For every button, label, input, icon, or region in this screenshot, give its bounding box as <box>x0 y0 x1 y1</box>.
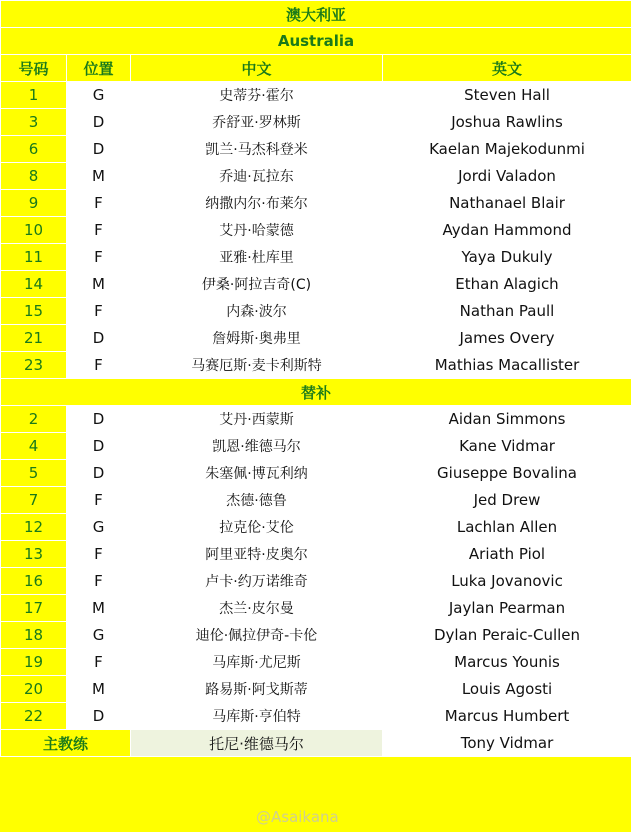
player-name-en: Giuseppe Bovalina <box>383 460 631 487</box>
subs-label: 替补 <box>1 379 631 406</box>
player-position: F <box>67 190 131 217</box>
player-row <box>1 568 631 595</box>
player-name-cn: 艾丹·西蒙斯 <box>131 406 383 433</box>
player-position: F <box>67 298 131 325</box>
player-row <box>1 514 631 541</box>
player-name-en: Aydan Hammond <box>383 217 631 244</box>
player-number: 2 <box>1 406 67 433</box>
player-number: 16 <box>1 568 67 595</box>
player-row <box>1 595 631 622</box>
header-position: 位置 <box>67 55 131 82</box>
player-name-cn: 伊桑·阿拉吉奇(C) <box>131 271 383 298</box>
player-row <box>1 406 631 433</box>
player-number: 1 <box>1 82 67 109</box>
player-position: D <box>67 406 131 433</box>
player-position: F <box>67 244 131 271</box>
player-number: 4 <box>1 433 67 460</box>
player-number: 5 <box>1 460 67 487</box>
header-english: 英文 <box>383 55 631 82</box>
player-number: 6 <box>1 136 67 163</box>
player-position: M <box>67 595 131 622</box>
player-position: D <box>67 136 131 163</box>
player-position: M <box>67 163 131 190</box>
player-name-cn: 朱塞佩·博瓦利纳 <box>131 460 383 487</box>
header-chinese: 中文 <box>131 55 383 82</box>
player-name-cn: 詹姆斯·奥弗里 <box>131 325 383 352</box>
player-name-cn: 凯兰·马杰科登米 <box>131 136 383 163</box>
player-name-en: Ariath Piol <box>383 541 631 568</box>
player-row <box>1 622 631 649</box>
player-row <box>1 163 631 190</box>
player-name-cn: 杰兰·皮尔曼 <box>131 595 383 622</box>
player-name-en: Nathanael Blair <box>383 190 631 217</box>
player-name-cn: 卢卡·约万诺维奇 <box>131 568 383 595</box>
player-number: 15 <box>1 298 67 325</box>
player-name-cn: 内森·波尔 <box>131 298 383 325</box>
coach-row <box>1 730 631 757</box>
player-name-en: Jaylan Pearman <box>383 595 631 622</box>
player-name-en: Lachlan Allen <box>383 514 631 541</box>
player-name-en: Joshua Rawlins <box>383 109 631 136</box>
player-number: 8 <box>1 163 67 190</box>
player-row <box>1 298 631 325</box>
player-name-en: Dylan Peraic-Cullen <box>383 622 631 649</box>
player-row <box>1 703 631 730</box>
player-name-en: James Overy <box>383 325 631 352</box>
player-number: 7 <box>1 487 67 514</box>
player-name-en: Louis Agosti <box>383 676 631 703</box>
player-row <box>1 460 631 487</box>
title-row-cn <box>1 1 631 28</box>
player-name-cn: 路易斯·阿戈斯蒂 <box>131 676 383 703</box>
player-position: M <box>67 271 131 298</box>
player-position: D <box>67 460 131 487</box>
player-position: F <box>67 352 131 379</box>
player-number: 23 <box>1 352 67 379</box>
player-name-en: Marcus Younis <box>383 649 631 676</box>
coach-label: 主教练 <box>1 730 131 757</box>
player-position: D <box>67 433 131 460</box>
player-name-cn: 迪伦·佩拉伊奇-卡伦 <box>131 622 383 649</box>
player-name-en: Aidan Simmons <box>383 406 631 433</box>
player-number: 20 <box>1 676 67 703</box>
player-name-cn: 纳撒内尔·布莱尔 <box>131 190 383 217</box>
player-name-cn: 乔舒亚·罗林斯 <box>131 109 383 136</box>
player-row <box>1 676 631 703</box>
player-position: F <box>67 568 131 595</box>
player-number: 19 <box>1 649 67 676</box>
player-name-cn: 拉克伦·艾伦 <box>131 514 383 541</box>
team-title-cn: 澳大利亚 <box>1 1 631 28</box>
subs-header-row <box>1 379 631 406</box>
player-row <box>1 352 631 379</box>
player-name-cn: 马赛厄斯·麦卡利斯特 <box>131 352 383 379</box>
player-row <box>1 649 631 676</box>
player-name-en: Kaelan Majekodunmi <box>383 136 631 163</box>
player-row <box>1 109 631 136</box>
player-name-cn: 马库斯·尤尼斯 <box>131 649 383 676</box>
player-name-en: Jed Drew <box>383 487 631 514</box>
player-position: M <box>67 676 131 703</box>
player-number: 3 <box>1 109 67 136</box>
player-name-cn: 马库斯·亨伯特 <box>131 703 383 730</box>
player-row <box>1 325 631 352</box>
player-name-cn: 亚雅·杜库里 <box>131 244 383 271</box>
player-row <box>1 190 631 217</box>
player-row <box>1 271 631 298</box>
player-name-en: Mathias Macallister <box>383 352 631 379</box>
watermark: @Asaikana <box>256 808 339 826</box>
player-position: F <box>67 541 131 568</box>
player-name-en: Marcus Humbert <box>383 703 631 730</box>
player-name-en: Ethan Alagich <box>383 271 631 298</box>
player-name-cn: 乔迪·瓦拉东 <box>131 163 383 190</box>
player-number: 22 <box>1 703 67 730</box>
player-name-en: Kane Vidmar <box>383 433 631 460</box>
player-number: 18 <box>1 622 67 649</box>
player-row <box>1 136 631 163</box>
player-position: G <box>67 82 131 109</box>
player-name-cn: 凯恩·维德马尔 <box>131 433 383 460</box>
player-position: F <box>67 649 131 676</box>
player-number: 10 <box>1 217 67 244</box>
coach-name-en: Tony Vidmar <box>383 730 631 757</box>
player-position: D <box>67 703 131 730</box>
player-number: 11 <box>1 244 67 271</box>
header-number: 号码 <box>1 55 67 82</box>
player-name-en: Luka Jovanovic <box>383 568 631 595</box>
player-number: 12 <box>1 514 67 541</box>
player-row <box>1 244 631 271</box>
player-row <box>1 217 631 244</box>
title-row-en <box>1 28 631 55</box>
header-row <box>1 55 631 82</box>
player-row <box>1 82 631 109</box>
player-position: D <box>67 325 131 352</box>
player-position: D <box>67 109 131 136</box>
player-name-cn: 艾丹·哈蒙德 <box>131 217 383 244</box>
player-name-en: Jordi Valadon <box>383 163 631 190</box>
team-title-en: Australia <box>1 28 631 55</box>
player-name-cn: 阿里亚特·皮奥尔 <box>131 541 383 568</box>
player-name-en: Steven Hall <box>383 82 631 109</box>
player-row <box>1 433 631 460</box>
player-position: F <box>67 487 131 514</box>
player-position: G <box>67 514 131 541</box>
player-row <box>1 487 631 514</box>
player-name-en: Nathan Paull <box>383 298 631 325</box>
player-number: 13 <box>1 541 67 568</box>
player-row <box>1 541 631 568</box>
player-number: 9 <box>1 190 67 217</box>
player-name-cn: 史蒂芬·霍尔 <box>131 82 383 109</box>
player-position: F <box>67 217 131 244</box>
player-name-cn: 杰德·德鲁 <box>131 487 383 514</box>
player-number: 14 <box>1 271 67 298</box>
player-number: 21 <box>1 325 67 352</box>
player-position: G <box>67 622 131 649</box>
player-number: 17 <box>1 595 67 622</box>
coach-name-cn: 托尼·维德马尔 <box>131 730 383 757</box>
player-name-en: Yaya Dukuly <box>383 244 631 271</box>
